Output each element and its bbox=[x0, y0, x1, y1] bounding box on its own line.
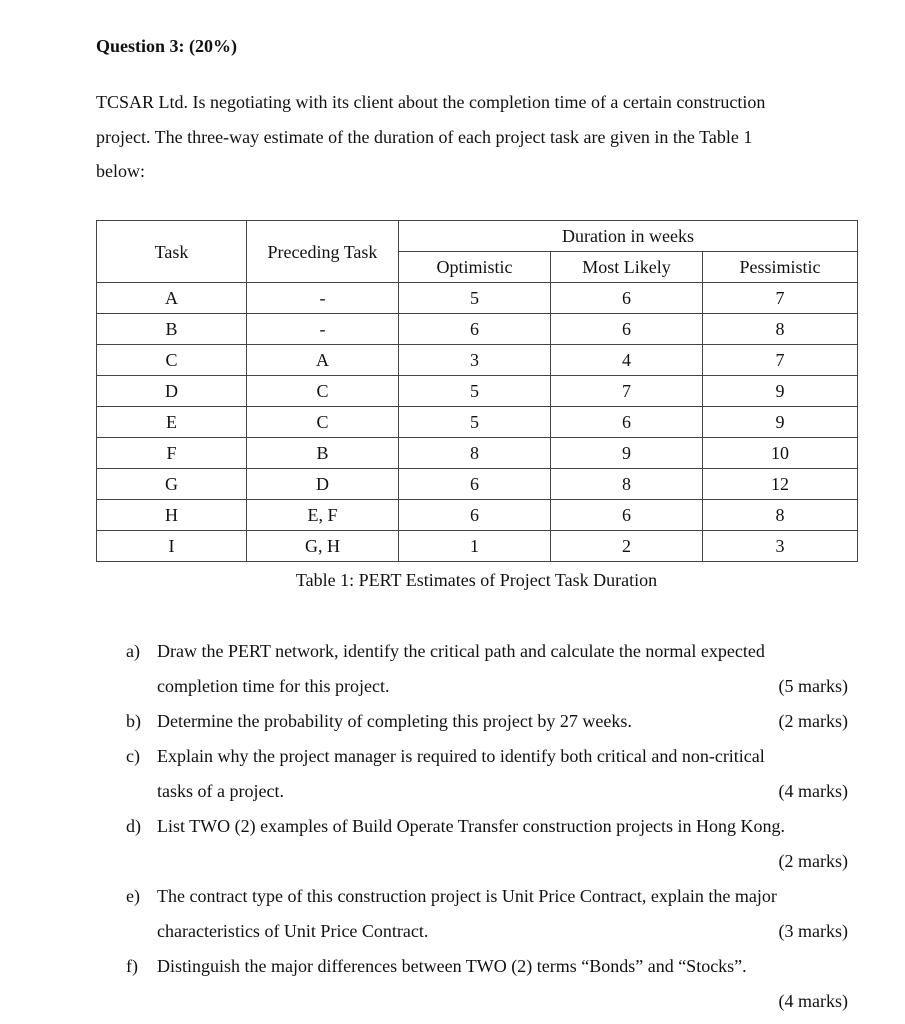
table-row bbox=[97, 500, 858, 531]
cell-pessimistic: 9 bbox=[703, 407, 858, 438]
cell-pessimistic: 3 bbox=[703, 531, 858, 562]
cell-most-likely: 6 bbox=[551, 500, 703, 531]
cell-pessimistic: 9 bbox=[703, 376, 858, 407]
cell-preceding: E, F bbox=[247, 500, 399, 531]
question-text-cont bbox=[157, 774, 857, 809]
question-text: characteristics of Unit Price Contract. bbox=[157, 921, 429, 941]
question-marks: (4 marks) bbox=[778, 781, 848, 801]
question-text: completion time for this project. bbox=[157, 676, 390, 696]
question-text: Distinguish the major differences between TWO (2) terms “Bonds” and “Stocks”. bbox=[157, 956, 747, 976]
cell-most-likely: 4 bbox=[551, 345, 703, 376]
table-row bbox=[97, 345, 858, 376]
cell-task: C bbox=[97, 345, 247, 376]
question-letter: e) bbox=[126, 886, 140, 906]
cell-preceding: C bbox=[247, 376, 399, 407]
cell-most-likely: 6 bbox=[551, 283, 703, 314]
question-list bbox=[126, 634, 857, 1019]
question-text: The contract type of this construction project is Unit Price Contract, explain the major bbox=[157, 886, 777, 906]
question-item-a bbox=[126, 634, 857, 704]
question-item-c bbox=[126, 739, 857, 809]
table-row bbox=[97, 407, 858, 438]
question-marks: (2 marks) bbox=[778, 711, 848, 731]
cell-preceding: - bbox=[247, 283, 399, 314]
question-text: tasks of a project. bbox=[157, 781, 284, 801]
question-text: Draw the PERT network, identify the critical path and calculate the normal expected bbox=[157, 641, 765, 661]
table-row bbox=[97, 314, 858, 345]
cell-preceding: - bbox=[247, 314, 399, 345]
cell-most-likely: 2 bbox=[551, 531, 703, 562]
question-text-cont bbox=[157, 914, 857, 949]
question-text-cont bbox=[157, 669, 857, 704]
question-letter: c) bbox=[126, 746, 140, 766]
table-row bbox=[97, 438, 858, 469]
cell-optimistic: 5 bbox=[399, 283, 551, 314]
cell-optimistic: 3 bbox=[399, 345, 551, 376]
cell-most-likely: 6 bbox=[551, 314, 703, 345]
question-text-cont bbox=[157, 704, 857, 739]
cell-most-likely: 8 bbox=[551, 469, 703, 500]
cell-pessimistic: 8 bbox=[703, 500, 858, 531]
cell-task: B bbox=[97, 314, 247, 345]
table-row bbox=[97, 376, 858, 407]
question-letter: a) bbox=[126, 641, 140, 661]
question-letter: f) bbox=[126, 956, 138, 976]
header-preceding-task: Preceding Task bbox=[247, 221, 399, 283]
cell-most-likely: 6 bbox=[551, 407, 703, 438]
cell-most-likely: 7 bbox=[551, 376, 703, 407]
cell-pessimistic: 7 bbox=[703, 345, 858, 376]
cell-pessimistic: 12 bbox=[703, 469, 858, 500]
intro-line: below: bbox=[96, 161, 145, 181]
question-text: Determine the probability of completing this project by 27 weeks. bbox=[157, 711, 632, 731]
cell-optimistic: 1 bbox=[399, 531, 551, 562]
cell-task: G bbox=[97, 469, 247, 500]
cell-preceding: B bbox=[247, 438, 399, 469]
cell-pessimistic: 7 bbox=[703, 283, 858, 314]
question-marks: (2 marks) bbox=[778, 851, 848, 871]
table-caption: Table 1: PERT Estimates of Project Task Duration bbox=[295, 570, 658, 590]
question-marks: (4 marks) bbox=[778, 991, 848, 1011]
cell-preceding: C bbox=[247, 407, 399, 438]
question-item-b bbox=[126, 704, 857, 739]
cell-task: A bbox=[97, 283, 247, 314]
question-item-e bbox=[126, 879, 857, 949]
cell-task: H bbox=[97, 500, 247, 531]
question-letter: d) bbox=[126, 816, 141, 836]
cell-pessimistic: 8 bbox=[703, 314, 858, 345]
cell-preceding: A bbox=[247, 345, 399, 376]
question-marks: (5 marks) bbox=[778, 676, 848, 696]
header-optimistic: Optimistic bbox=[399, 252, 551, 283]
table-row bbox=[97, 531, 858, 562]
table-header-row bbox=[97, 221, 858, 252]
cell-most-likely: 9 bbox=[551, 438, 703, 469]
table-row bbox=[97, 469, 858, 500]
header-duration-group: Duration in weeks bbox=[399, 221, 858, 252]
header-task: Task bbox=[97, 221, 247, 283]
intro-paragraph bbox=[96, 85, 858, 189]
cell-task: E bbox=[97, 407, 247, 438]
cell-preceding: G, H bbox=[247, 531, 399, 562]
cell-optimistic: 5 bbox=[399, 376, 551, 407]
header-most-likely: Most Likely bbox=[551, 252, 703, 283]
question-item-f bbox=[126, 949, 857, 1019]
question-letter: b) bbox=[126, 711, 141, 731]
cell-optimistic: 6 bbox=[399, 314, 551, 345]
question-marks: (3 marks) bbox=[778, 921, 848, 941]
header-pessimistic: Pessimistic bbox=[703, 252, 858, 283]
question-text: List TWO (2) examples of Build Operate Transfer construction projects in Hong Kong. bbox=[157, 816, 786, 836]
cell-task: I bbox=[97, 531, 247, 562]
cell-optimistic: 5 bbox=[399, 407, 551, 438]
cell-task: D bbox=[97, 376, 247, 407]
intro-line: TCSAR Ltd. Is negotiating with its client about the completion time of a certain construction bbox=[96, 92, 766, 112]
cell-optimistic: 6 bbox=[399, 500, 551, 531]
question-item-d bbox=[126, 809, 857, 879]
cell-optimistic: 6 bbox=[399, 469, 551, 500]
cell-pessimistic: 10 bbox=[703, 438, 858, 469]
intro-line: project. The three-way estimate of the duration of each project task are given in the Table 1 bbox=[96, 126, 753, 147]
pert-estimates-table bbox=[96, 220, 858, 562]
cell-preceding: D bbox=[247, 469, 399, 500]
cell-task: F bbox=[97, 438, 247, 469]
question-heading: Question 3: (20%) bbox=[96, 36, 237, 56]
question-text: Explain why the project manager is required to identify both critical and non-critical bbox=[157, 746, 765, 766]
table-row bbox=[97, 283, 858, 314]
cell-optimistic: 8 bbox=[399, 438, 551, 469]
